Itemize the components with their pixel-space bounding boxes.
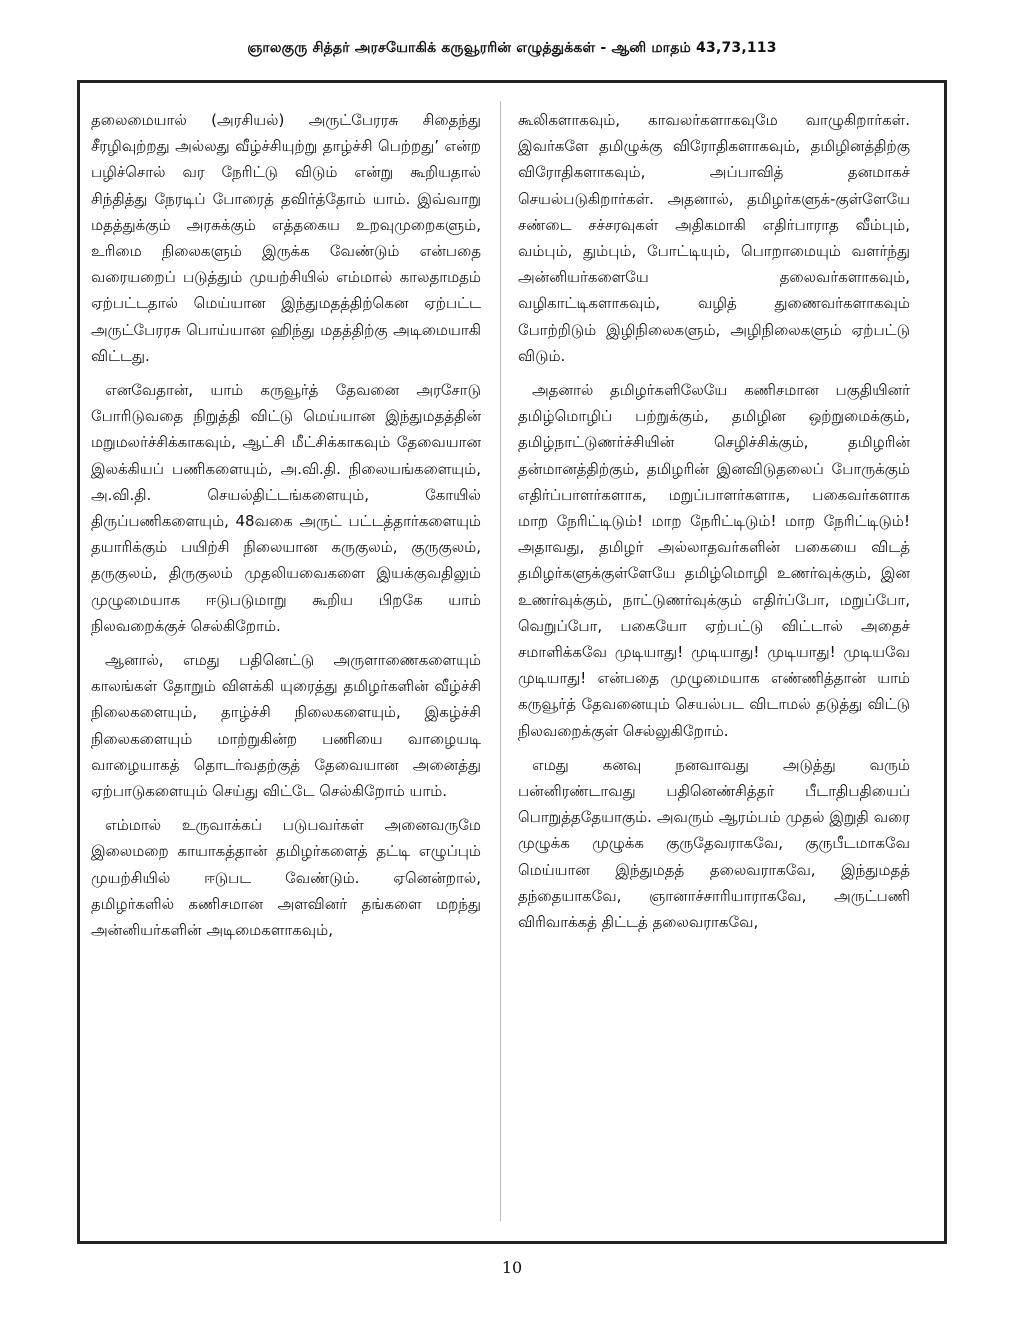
right-paragraph-3: எமது கனவு நனவாவது அடுத்து வரும் பன்னிரண்டாவது பதினெண்சித்தர் பீடாதிபதியைப் பொறுத்ததேயாகும். அவரும் ஆரம்பம் முதல் இறுதி வரை முழுக்க முழுக்க குருதேவராகவே, குருபீடமாகவே மெய்யான இந்துமதத் தலைவராகவே, இந்துமதத் தந்தையாகவே, ஞானாச்சாரியாராகவே, அருட்பணி விரிவாக்கத் திட்டத் தலைவராகவே,	[518, 755, 910, 932]
column-divider	[500, 101, 501, 1221]
left-column	[91, 107, 481, 951]
page-header: ஞாலகுரு சித்தர் அரசயோகிக் கருவூரரின் எழுத்துக்கள் - ஆனி மாதம் 43,73,113	[247, 40, 777, 56]
right-paragraph-1: கூலிகளாகவும், காவலர்களாகவுமே வாழுகிறார்கள். இவர்களே தமிழுக்கு விரோதிகளாகவும், தமிழினத்திற்கு விரோதிகளாகவும், அப்பாவித் தனமாகச் செயல்படுகிறார்கள். அதனால், தமிழர்களுக்-குள்ளேயே சண்டை சச்சரவுகள் அதிகமாகி எதிர்பாராத வீம்பும், வம்பும், தும்பும், போட்டியும், பொறாமையும் வளர்ந்து அன்னியர்களையே தலைவர்களாகவும், வழிகாட்டிகளாகவும், வழித் துணைவர்களாகவும் போற்றிடும் இழிநிலைகளும், அழிநிலைகளும் ஏற்பட்டு விடும்.	[518, 111, 910, 365]
left-paragraph-3: ஆனால், எமது பதினெட்டு அருளாணைகளையும் காலங்கள் தோறும் விளக்கி யுரைத்து தமிழர்களின் வீழ்ச்சி நிலைகளையும், தாழ்ச்சி நிலைகளையும், இகழ்ச்சி நிலைகளையும் மாற்றுகின்ற பணியை வாழையடி வாழையாகத் தொடர்வதற்குத் தேவையான அனைத்து ஏற்பாடுகளையும் செய்து விட்டே செல்கிறோம் யாம்.	[91, 651, 481, 801]
left-paragraph-4: எம்மால் உருவாக்கப் படுபவர்கள் அனைவருமே இலைமறை காயாகத்தான் தமிழர்களைத் தட்டி எழுப்பும் முயற்சியில் ஈடுபட வேண்டும். ஏனென்றால், தமிழர்களில் கணிசமான அளவினர் தங்களை மறந்து அன்னியர்களின் அடிமைகளாகவும்,	[91, 816, 481, 940]
right-paragraph-2: அதனால் தமிழர்களிலேயே கணிசமான பகுதியினர் தமிழ்மொழிப் பற்றுக்கும், தமிழின ஒற்றுமைக்கும், தமிழ்நாட்டுணர்ச்சியின் செழிச்சிக்கும், தமிழரின் தன்மானத்திற்கும், தமிழரின் இனவிடுதலைப் போருக்கும் எதிர்ப்பாளர்களாக, மறுப்பாளர்களாக, பகைவர்களாக மாற நேரிட்டிடும்! மாற நேரிட்டிடும்! மாற நேரிட்டிடும்! அதாவது, தமிழர் அல்லாதவர்களின் பகையை விடத் தமிழர்களுக்குள்ளேயே தமிழ்மொழி உணர்வுக்கும், இன உணர்வுக்கும், நாட்டுணர்வுக்கும் எதிர்ப்போ, மறுப்போ, வெறுப்போ, பகையோ ஏற்பட்டு விட்டால் அதைச் சமாளிக்கவே முடியாது! முடியாது! முடியாது! முடியவே முடியாது! என்பதை முழுமையாக எண்ணித்தான் யாம் கருவூர்த் தேவனையும் செயல்பட விடாமல் தடுத்து விட்டு நிலவறைக்குள் செல்லுகிறோம்.	[518, 381, 910, 740]
right-column	[518, 107, 910, 943]
content-frame	[77, 80, 947, 1244]
left-paragraph-1: தலைமையால் (அரசியல்) அருட்பேரரசு சிதைந்து சீரழிவுற்றது அல்லது வீழ்ச்சியுற்று தாழ்ச்சி பெற்றது’ என்ற பழிச்சொல் வர நேரிட்டு விடும் என்று கூறியதால் சிந்தித்து நேரடிப் போரைத் தவிர்த்தோம் யாம். இவ்வாறு மதத்துக்கும் அரசுக்கும் எத்தகைய உறவுமுறைகளும், உரிமை நிலைகளும் இருக்க வேண்டும் என்பதை வரையறைப் படுத்தும் முயற்சியில் எம்மால் காலதாமதம் ஏற்பட்டதால் மெய்யான இந்துமதத்திற்கென ஏற்பட்ட அருட்பேரரசு பொய்யான ஹிந்து மதத்திற்கு அடிமையாகி விட்டது.	[91, 111, 481, 365]
left-paragraph-2: எனவேதான், யாம் கருவூர்த் தேவனை அரசோடு போரிடுவதை நிறுத்தி விட்டு மெய்யான இந்துமதத்தின் மறுமலர்ச்சிக்காகவும், ஆட்சி மீட்சிக்காகவும் தேவையான இலக்கியப் பணிகளையும், அ.வி.தி. நிலையங்களையும், அ.வி.தி. செயல்திட்டங்களையும், கோயில் திருப்பணிகளையும், 48வகை அருட் பட்டத்தார்களையும் தயாரிக்கும் பயிற்சி நிலையான கருகுலம், குருகுலம், தருகுலம், திருகுலம் முதலியவைகளை இயக்குவதிலும் முழுமையாக ஈடுபடுமாறு கூறிய பிறகே யாம் நிலவறைக்குச் செல்கிறோம்.	[91, 381, 481, 635]
page-number: 10	[501, 1258, 523, 1277]
